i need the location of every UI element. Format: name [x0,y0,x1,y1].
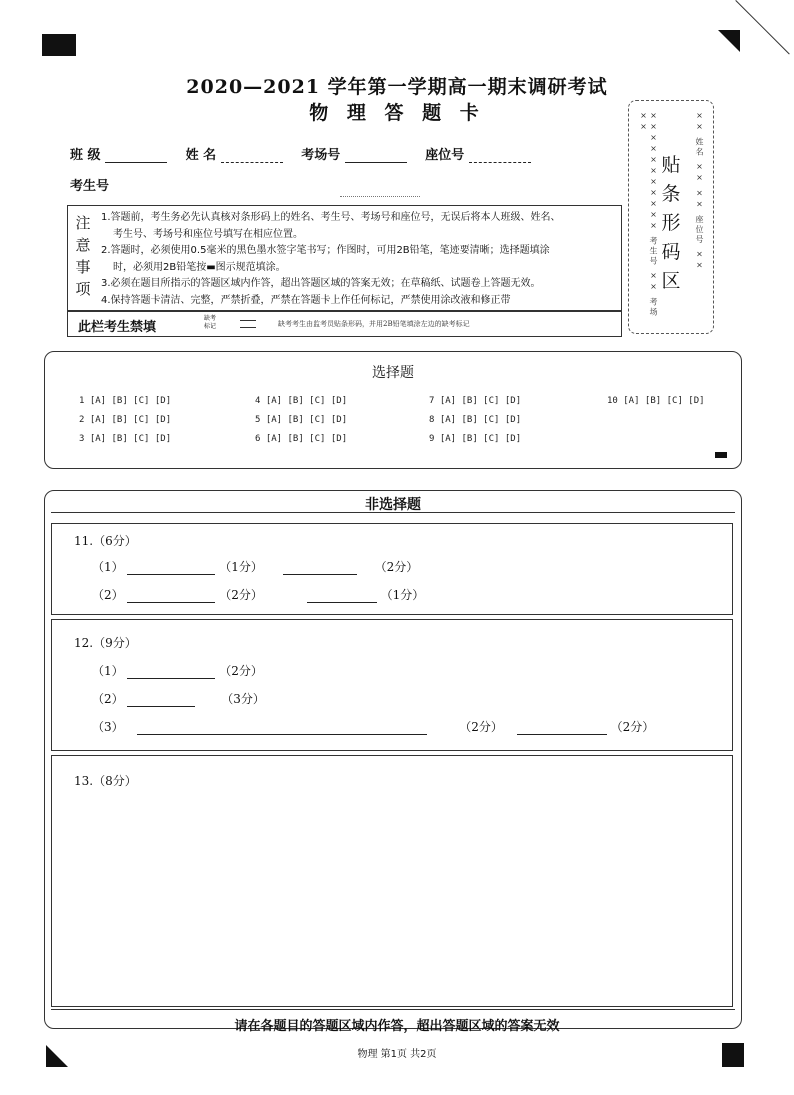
non-choice-title: 非选择题 [365,497,421,513]
q12-3-blank-b[interactable] [517,720,607,735]
registration-mark-top-right [718,30,740,52]
choice-q5[interactable]: 5 [A] [B] [C] [D] [255,415,348,425]
barcode-area [628,100,714,334]
q12-1-blank[interactable] [127,664,215,679]
choice-q6[interactable]: 6 [A] [B] [C] [D] [255,434,348,444]
answer-area-warning: 请在各题目的答题区域内作答，超出答题区域的答案无效 [234,1019,560,1034]
timing-mark [715,452,727,458]
name-field[interactable] [221,148,283,163]
non-choice-section [44,490,742,1029]
registration-mark-top-left [42,34,76,56]
student-info-row [70,144,531,163]
question-13-label: 13.（8分） [74,774,137,788]
q11-2-blank-b[interactable] [307,588,377,603]
q12-line-2: （2） （3分） [92,692,265,706]
choice-q8[interactable]: 8 [A] [B] [C] [D] [429,415,522,425]
choice-q4[interactable]: 4 [A] [B] [C] [D] [255,396,348,406]
notes-heading: 注 意 事 项 [75,214,91,298]
room-field[interactable] [345,148,407,163]
q11-line-2: （2） （2分） （1分） [92,588,425,602]
exam-no-field[interactable] [340,196,420,197]
bottom-divider [51,1009,735,1010]
staff-only-row [67,311,622,337]
question-12-label: 12.（9分） [74,636,137,650]
note-line: 考生号、考场号和座位号填写在相应位置。 [113,228,303,240]
note-line: 3.必须在题目所指示的答题区域内作答，超出答题区域的答案无效；在草稿纸、试题卷上答题无效。 [101,278,541,289]
choice-q2[interactable]: 2 [A] [B] [C] [D] [79,415,172,425]
q11-line-1: （1） （1分） （2分） [92,560,419,574]
absent-mark-note: 缺考考生由监考员贴条形码，并用2B铅笔填涂左边的缺考标记 [278,320,470,328]
page-corner-fold [740,0,794,54]
name-label: 姓 名 [185,148,217,163]
choice-q10[interactable]: 10 [A] [B] [C] [D] [607,396,705,406]
seat-field[interactable] [469,148,531,163]
note-line: 1.答题前，考生务必先认真核对条形码上的姓名、考生号、考场号和座位号，无误后将本人班级、姓名、 [101,212,561,223]
choice-q1[interactable]: 1 [A] [B] [C] [D] [79,396,172,406]
exam-no-label: 考生号 [70,179,110,194]
q12-3-blank-a[interactable] [137,720,427,735]
q11-1-blank-b[interactable] [283,560,357,575]
notes-box [67,205,622,311]
question-11-area[interactable] [51,523,733,615]
choice-q9[interactable]: 9 [A] [B] [C] [D] [429,434,522,444]
notes-body [101,210,617,309]
choice-q3[interactable]: 3 [A] [B] [C] [D] [79,434,172,444]
q12-2-blank[interactable] [127,692,195,707]
answer-sheet-title: 物 理 答 题 卡 [309,102,485,124]
absent-mark-label: 缺考标记 [204,315,217,330]
barcode-side-left: ××××××××××× 考生号 ×× 考场 ×× [639,111,658,318]
choice-q7[interactable]: 7 [A] [B] [C] [D] [429,396,522,406]
question-12-area[interactable] [51,619,733,751]
q11-1-blank-a[interactable] [127,560,215,575]
question-11-label: 11.（6分） [74,534,137,548]
note-line: 2.答题时，必须使用0.5毫米的黑色墨水签字笔书写；作图时，可用2B铅笔，笔迹要清晰；选择题填涂 [101,245,550,256]
q12-line-3: （3） （2分） （2分） [92,720,655,734]
room-label: 考场号 [301,148,341,163]
barcode-side-right: ×× 姓名 ×× ×× 座位号 ×× [695,111,704,272]
seat-label: 座位号 [425,148,465,163]
note-line: 时，必须用2B铅笔按▬图示规范填涂。 [113,261,286,273]
staff-only-label: 此栏考生禁填 [78,320,157,335]
class-label: 班 级 [70,148,101,163]
page-footer: 物理 第1页 共2页 [357,1049,437,1060]
exam-title: 2020—2021 学年第一学期高一期末调研考试 [186,76,608,98]
barcode-label: 贴 条 形 码 区 [661,154,681,292]
title-divider [51,512,735,513]
question-13-area[interactable] [51,755,733,1007]
note-line: 4.保持答题卡清洁、完整，严禁折叠，严禁在答题卡上作任何标记，严禁使用涂改液和修正带 [101,294,511,306]
q11-2-blank-a[interactable] [127,588,215,603]
q12-line-1: （1） （2分） [92,664,263,678]
multiple-choice-section [44,351,742,469]
class-field[interactable] [105,148,167,163]
multiple-choice-title: 选择题 [372,365,414,381]
absent-mark-box[interactable] [240,320,256,328]
